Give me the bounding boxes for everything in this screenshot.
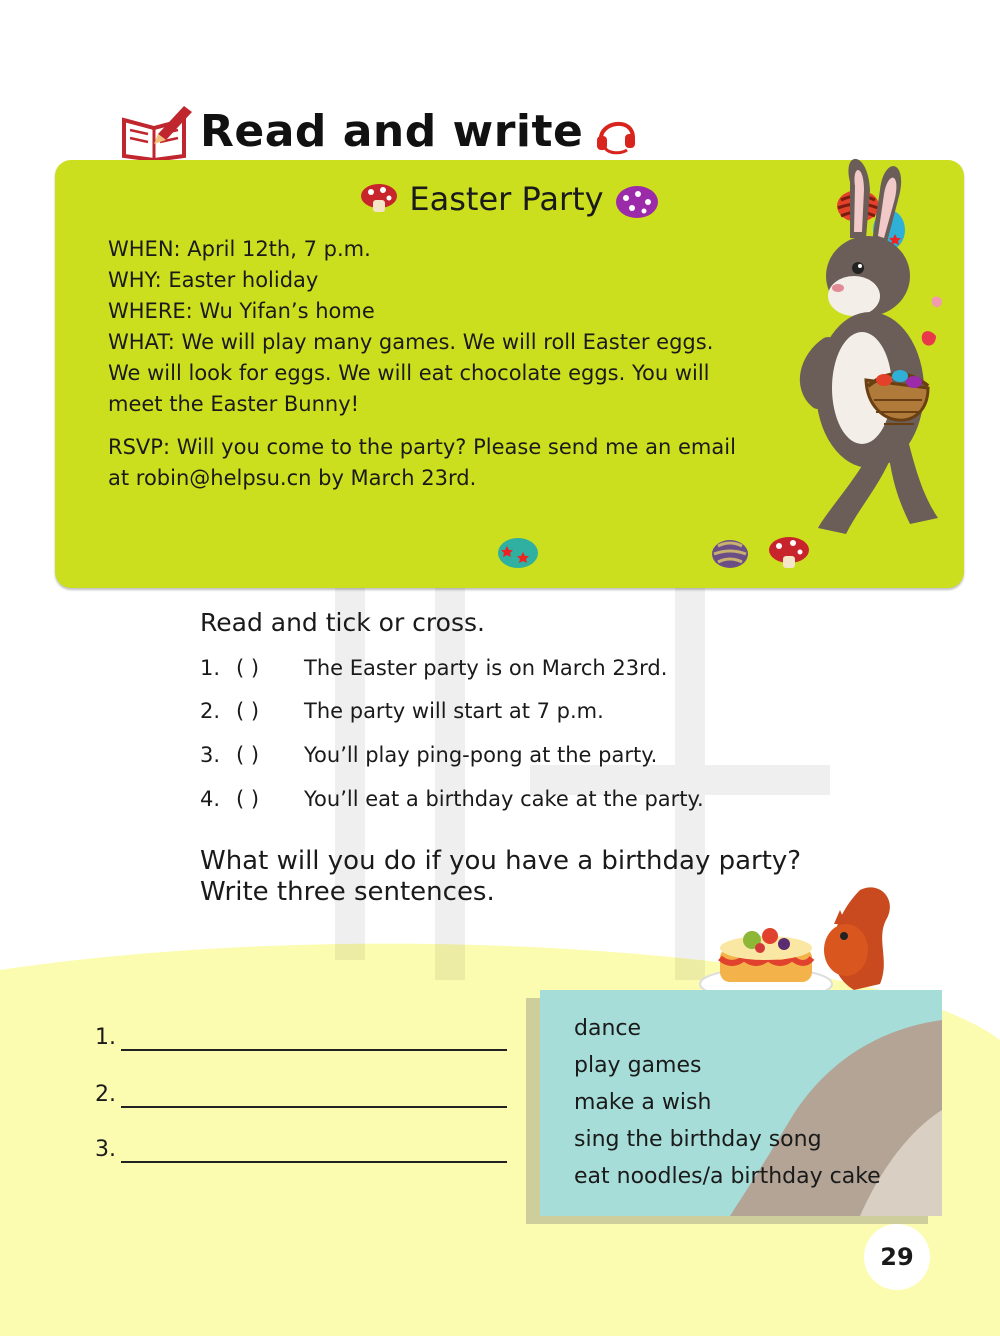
easter-egg-icon [614, 184, 660, 220]
tick-item [200, 699, 604, 723]
word-bank-item: eat noodles/a birthday cake [574, 1164, 881, 1189]
writing-blank[interactable] [95, 1082, 525, 1107]
page-number: 29 [864, 1224, 930, 1290]
writing-line[interactable] [121, 1161, 507, 1163]
rsvp-line: RSVP: Will you come to the party? Please send me an email [108, 435, 736, 459]
tick-item [200, 743, 657, 767]
easter-bunny-illustration [758, 150, 958, 540]
tick-item-number: 4. [200, 787, 221, 811]
tick-item-number: 1. [200, 656, 221, 680]
tick-answer-box[interactable]: ( ) [236, 743, 260, 767]
tick-item-text: The Easter party is on March 23rd. [304, 656, 668, 680]
invitation-line: WHAT: We will play many games. We will roll Easter eggs. [108, 330, 714, 354]
writing-blank[interactable] [95, 1137, 525, 1162]
invitation-details [108, 234, 828, 420]
star-egg-icon [495, 536, 541, 570]
tick-answer-box[interactable]: ( ) [236, 656, 260, 680]
writing-prompt [200, 846, 801, 908]
word-bank [540, 990, 942, 1216]
writing-prompt-line: Write three sentences. [200, 877, 495, 907]
writing-blank-number: 3. [95, 1137, 116, 1162]
tick-item-text: You’ll play ping-pong at the party. [304, 743, 658, 767]
tick-section-title: Read and tick or cross. [200, 608, 485, 637]
writing-blank-number: 2. [95, 1082, 116, 1107]
rsvp-line: at robin@helpsu.cn by March 23rd. [108, 466, 477, 490]
word-bank-item: make a wish [574, 1090, 712, 1115]
invitation-line: WHY: Easter holiday [108, 268, 319, 292]
writing-line[interactable] [121, 1049, 507, 1051]
writing-blank[interactable] [95, 1025, 525, 1050]
invitation-rsvp [108, 432, 828, 494]
word-bank-list [574, 1010, 881, 1195]
page-title: Read and write [200, 105, 584, 157]
writing-blank-number: 1. [95, 1025, 116, 1050]
invitation-line: WHERE: Wu Yifan’s home [108, 299, 375, 323]
word-bank-item: sing the birthday song [574, 1127, 822, 1152]
writing-prompt-line: What will you do if you have a birthday party? [200, 846, 802, 876]
section-header [118, 96, 639, 166]
word-bank-item: play games [574, 1053, 702, 1078]
invitation-title-text: Easter Party [409, 180, 604, 218]
tick-item [200, 656, 667, 680]
headphones-icon[interactable] [593, 110, 639, 156]
tick-answer-box[interactable]: ( ) [236, 699, 260, 723]
tick-answer-box[interactable]: ( ) [236, 787, 260, 811]
invitation-line: meet the Easter Bunny! [108, 392, 360, 416]
tick-item-text: The party will start at 7 p.m. [304, 699, 604, 723]
word-bank-item: dance [574, 1016, 642, 1041]
tick-item [200, 787, 704, 811]
book-pencil-icon [118, 100, 194, 162]
striped-egg-icon [710, 538, 750, 570]
writing-line[interactable] [121, 1106, 507, 1108]
invitation-line: We will look for eggs. We will eat chocolate eggs. You will [108, 361, 710, 385]
tick-item-number: 3. [200, 743, 221, 767]
invitation-line: WHEN: April 12th, 7 p.m. [108, 237, 371, 261]
tick-item-text: You’ll eat a birthday cake at the party. [304, 787, 704, 811]
tick-item-number: 2. [200, 699, 221, 723]
mushroom-egg-icon [359, 182, 399, 214]
